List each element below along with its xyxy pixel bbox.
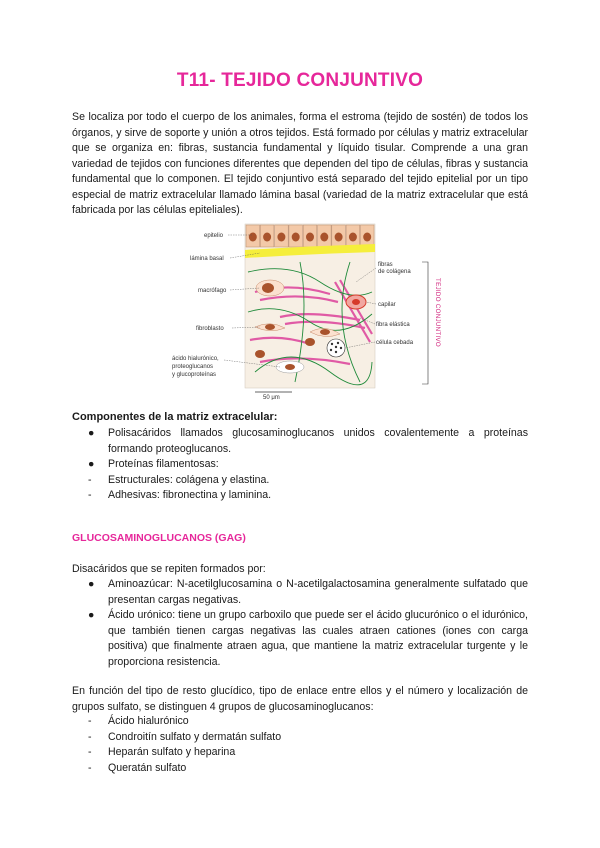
tissue-diagram xyxy=(160,222,445,400)
list-item-text: Adhesivas: fibronectina y laminina. xyxy=(108,489,272,501)
list-item xyxy=(72,761,528,777)
epithelial-nucleus xyxy=(277,233,285,242)
label-capilar: capilar xyxy=(378,302,396,308)
label-lamina-basal: lámina basal xyxy=(190,256,224,262)
list-item-text: Condroitín sulfato y dermatán sulfato xyxy=(108,730,282,743)
dash-marker: - xyxy=(88,473,92,486)
dash-marker: - xyxy=(88,746,92,758)
bullet-marker: ● xyxy=(88,458,95,470)
epithelial-nucleus xyxy=(320,233,328,242)
label-de-colagena: de colágena xyxy=(378,269,411,275)
scale-label: 50 μm xyxy=(263,395,280,400)
epithelial-nucleus xyxy=(363,233,371,242)
label-proteoglucanos: proteoglucanos xyxy=(172,364,214,370)
list-item-text: Ácido hialurónico xyxy=(108,715,189,727)
list-item xyxy=(72,714,528,730)
tissue-bracket xyxy=(422,262,428,384)
intro-paragraph: Se localiza por todo el cuerpo de los animales, forma el estroma (tejido de sostén) de todos los órganos, y sirve de soporte y unión a otros tejidos. Está formado por células y matriz extracelular que se organiza en: fibras, sustancia fundamental y líquido tisular. Comprende a una gran variedad de tejidos con funciones diferentes que dependen del tipo de células, fibras y sustancia fundamental que lo componen. El tejido conjuntivo está separado del tejido epitelial por un tipo especial de matriz extracelular llamado lámina basal (variedad de la matriz extracelular que está fabricada por las células epiteliales). xyxy=(72,111,528,216)
list-item xyxy=(72,457,528,473)
dash-marker: - xyxy=(88,761,92,774)
label-glucoproteinas: y glucoproteínas xyxy=(172,372,217,378)
epithelial-nucleus xyxy=(306,233,314,242)
list-item-text: Estructurales: colágena y elastina. xyxy=(108,473,270,486)
list-item xyxy=(72,608,528,670)
dash-marker: - xyxy=(88,715,92,727)
label-fibra-elastica: fibra elástica xyxy=(376,322,410,328)
label-fibras: fibras xyxy=(378,262,393,268)
macrophage-nucleus xyxy=(262,283,274,293)
list-item xyxy=(72,577,528,608)
label-macrofago: macrófago xyxy=(198,288,227,294)
list-item xyxy=(72,473,528,489)
label-celula-cebada: célula cebada xyxy=(376,340,414,346)
epithelial-nucleus xyxy=(292,233,300,242)
epithelial-nucleus xyxy=(263,233,271,242)
vertical-label-tejido-conjuntivo: TEJIDO CONJUNTIVO xyxy=(434,278,441,348)
list-item-text: Queratán sulfato xyxy=(108,761,187,774)
gag-intro: Disacáridos que se repiten formados por: xyxy=(72,563,266,575)
epithelial-nucleus xyxy=(249,233,257,242)
dash-marker: - xyxy=(88,489,92,501)
gag-groups-list xyxy=(72,714,528,776)
list-item-text: Proteínas filamentosas: xyxy=(108,458,219,470)
matrix-list xyxy=(72,426,528,504)
cell-nucleus-3 xyxy=(305,338,315,346)
gag-heading: GLUCOSAMINOGLUCANOS (GAG) xyxy=(72,532,246,544)
list-item xyxy=(72,488,528,504)
epithelial-nucleus xyxy=(335,233,343,242)
bullet-marker: ● xyxy=(88,609,95,621)
bullet-marker: ● xyxy=(88,427,95,439)
epithelium xyxy=(246,225,374,247)
dash-marker: - xyxy=(88,730,92,743)
label-acido-hialuronico: ácido hialurónico, xyxy=(172,356,219,362)
list-item xyxy=(72,745,528,761)
gag-types-paragraph: En función del tipo de resto glucídico, tipo de enlace entre ellos y el número y localización de grupos sulfato, se distinguen 4 grupos de glucosaminoglucanos: xyxy=(72,685,528,713)
matrix-heading: Componentes de la matriz extracelular: xyxy=(72,411,278,423)
label-epitelio: epitelio xyxy=(204,233,224,239)
epithelial-nucleus xyxy=(349,233,357,242)
connective-tissue-figure xyxy=(160,222,445,400)
capillary-lumen xyxy=(352,299,360,305)
page-title: T11- TEJIDO CONJUNTIVO xyxy=(176,70,424,91)
list-item xyxy=(72,426,528,457)
fibroblast-nucleus-2 xyxy=(320,329,330,335)
list-item-text: Ácido urónico: tiene un grupo carboxilo que puede ser el ácido glucurónico o el idurónico, que también tienen cargas negativas las cuales atraen cationes (iones con carga positiva) que finalmente atraen agua, que mantiene la matriz extracelular turgente y le proporciona resistencia. xyxy=(108,609,528,668)
cell-nucleus-4 xyxy=(255,350,265,358)
list-item xyxy=(72,730,528,746)
fibroblast-nucleus xyxy=(265,324,275,330)
list-item-text: Polisacáridos llamados glucosaminoglucanos unidos covalentemente a proteínas formando proteoglucanos. xyxy=(108,427,528,455)
bullet-marker: ● xyxy=(88,578,95,590)
gag-list xyxy=(72,577,528,670)
label-fibroblasto: fibroblasto xyxy=(196,326,224,332)
ground-substance-nucleus xyxy=(285,364,295,370)
list-item-text: Aminoazúcar: N-acetilglucosamina o N-acetilgalactosamina generalmente sulfatado que presentan cargas negativas. xyxy=(108,578,528,606)
list-item-text: Heparán sulfato y heparina xyxy=(108,746,236,758)
